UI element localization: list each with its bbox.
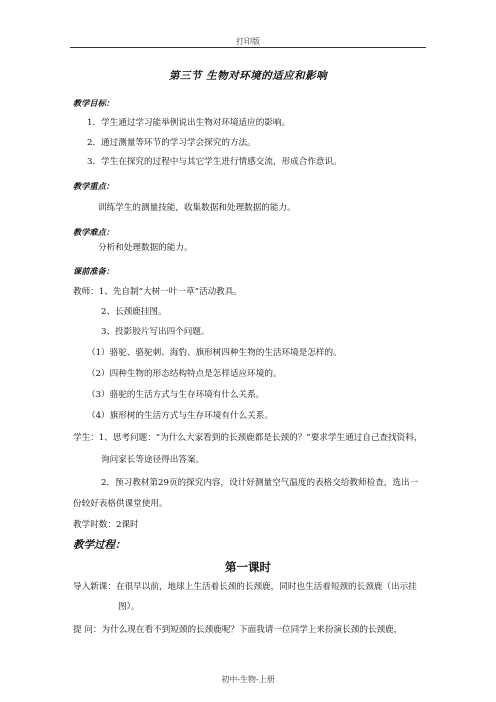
intro-line: 提 问：为什么现在看不到短颈的长颈鹿呢？下面我请一位同学上来扮演长颈的长颈鹿，: [73, 625, 403, 635]
teaching-hours: 教学时数：2课时: [73, 520, 139, 530]
page-footer: 初中-生物-上册: [221, 675, 275, 684]
difficulty-heading: 教学难点：: [73, 227, 114, 237]
lesson-session-title: 第一课时: [225, 560, 271, 574]
prep-heading: 课前准备：: [73, 266, 114, 276]
key-text: 训练学生的测量技能，收集数据和处理数据的能力。: [98, 203, 296, 213]
teacher-line: （4）旗形树的生活方式与生存环境有什么关系。: [87, 411, 273, 421]
teacher-line: （2）四种生物的形态结构特点是怎样适应环境的。: [87, 369, 282, 379]
key-heading: 教学重点：: [73, 181, 114, 191]
goal-item: 1．学生通过学习能举例说出生物对环境适应的影响。: [87, 118, 291, 128]
teacher-line: （1）骆驼、骆驼刺、海豹、旗形树四种生物的生活环境是怎样的。: [87, 348, 342, 358]
process-heading: 教学过程：: [73, 539, 126, 551]
lesson-title: 第三节 生物对环境的适应和影响: [168, 70, 328, 82]
page-header: 打印版: [236, 37, 260, 46]
student-line: 份较好表格供课堂使用。: [73, 499, 168, 509]
goals-heading: 教学目标：: [73, 98, 114, 108]
student-line: 2．预习教材第29页的探究内容，设计好测量空气温度的表格交给教师检查，选出一: [101, 478, 419, 488]
teacher-line: （3）骆驼的生活方式与生存环境有什么关系。: [87, 390, 265, 400]
intro-line: 图）。: [118, 602, 140, 612]
student-line: 学生：1、思考问题：“为什么大家看到的长颈鹿都是长颈的？”要求学生通过自己查找资料，: [73, 433, 423, 443]
header-divider: [70, 47, 426, 48]
goal-item: 2．通过测量等环节的学习学会探究的方法。: [87, 138, 256, 148]
difficulty-text: 分析和处理数据的能力。: [98, 243, 193, 253]
teacher-line: 3、投影胶片写出四个问题。: [101, 327, 210, 337]
teacher-line: 教师：1、先自制“大树一叶一草”活动教具。: [73, 287, 242, 297]
student-line: 询问家长等途径得出答案。: [101, 455, 205, 465]
teacher-line: 2、长颈鹿挂图。: [101, 307, 167, 317]
goal-item: 3．学生在探究的过程中与其它学生进行情感交流，形成合作意识。: [87, 157, 342, 167]
intro-line: 导入新课：在很早以前，地球上生活着长颈的长颈鹿，同时也生活着短颈的长颈鹿（出示挂: [73, 582, 417, 592]
